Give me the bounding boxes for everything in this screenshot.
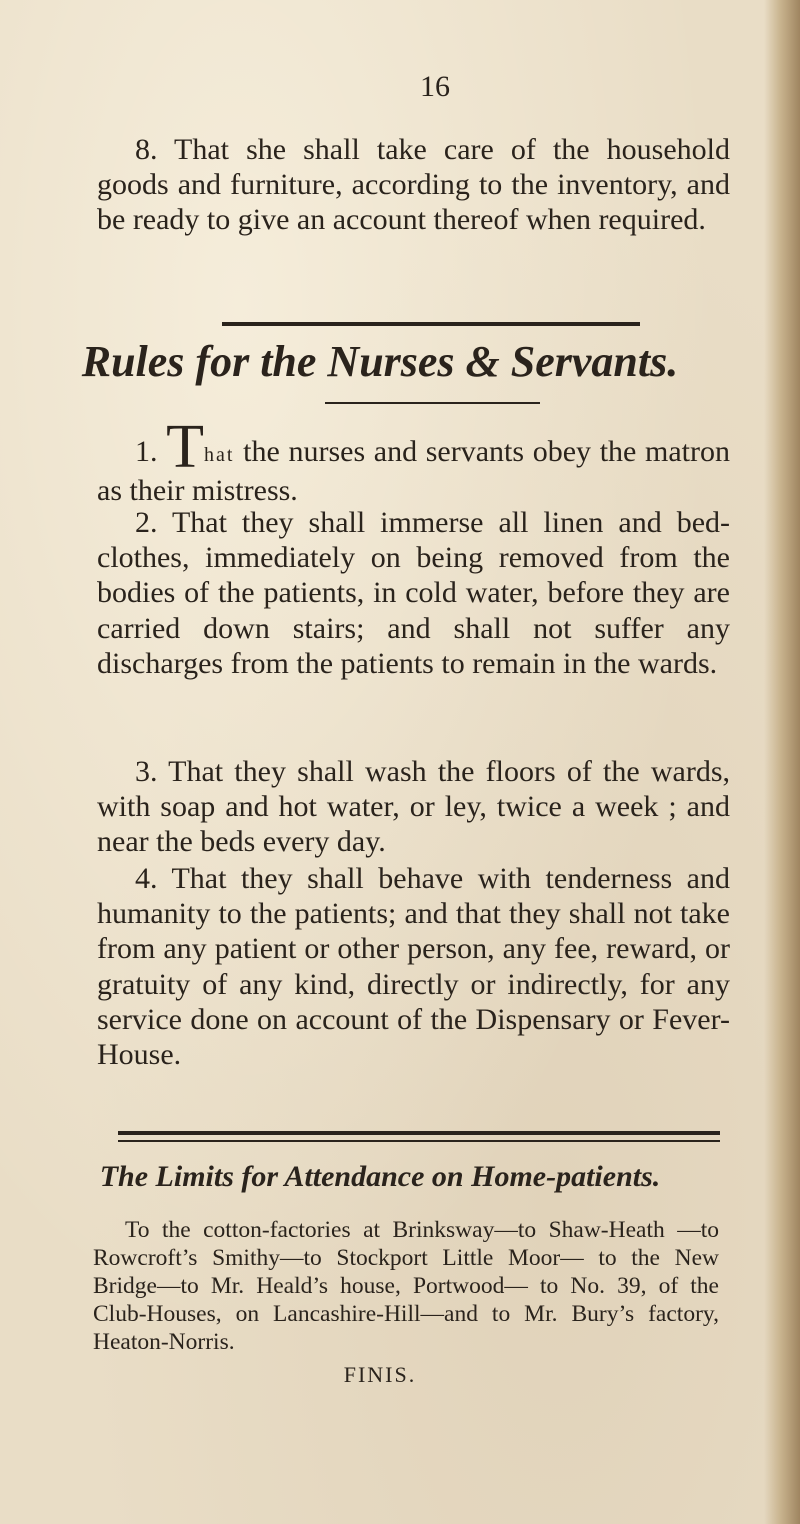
drop-capital: T	[166, 413, 205, 481]
short-rule	[325, 402, 540, 404]
rule-8-paragraph: 8. That she shall take care of the household goods and furniture, according to the inventory, and be ready to give an account thereof when required.	[97, 133, 730, 237]
page-number: 16	[420, 70, 450, 103]
nurses-rule-3: 3. That they shall wash the floors of the wards, with soap and hot water, or ley, twice a week ; and near the beds every day.	[97, 755, 730, 859]
small-caps-word: hat	[204, 444, 235, 466]
nurses-rule-1	[97, 413, 731, 508]
rule-1-number: 1.	[135, 435, 158, 468]
nurses-rule-4: 4. That they shall behave with tenderness and humanity to the patients; and that they shall not take from any patient or other person, any fee, reward, or gratuity of any kind, directly or indirectly, for any service done on account of the Dispensary or Fever-House.	[97, 862, 730, 1072]
nurses-rule-2: 2. That they shall immerse all linen and bed-clothes, immediately on being removed from the bodies of the patients, in cold water, before they are carried down stairs; and shall not suffer any discharges from the patients to remain in the wards.	[97, 506, 730, 680]
rule-1-text: the nurses and servants obey the matron as their mistress.	[97, 435, 731, 508]
finis-label: FINIS.	[343, 1362, 417, 1387]
limits-heading: The Limits for Attendance on Home-patients.	[99, 1160, 661, 1193]
divider-rule-double-bottom	[118, 1140, 720, 1142]
page-edge-shadow	[764, 0, 800, 1524]
divider-rule	[222, 322, 640, 326]
limits-text: To the cotton-factories at Brinksway—to Shaw-Heath —to Rowcroft’s Smithy—to Stockport Little Moor— to the New Bridge—to Mr. Heald’s house, Portwood— to No. 39, of the Club-Houses, on Lancashire-Hill—and to Mr. Bury’s factory, Heaton-Norris.	[93, 1217, 719, 1355]
nurses-servants-heading: Rules for the Nurses & Servants.	[81, 337, 679, 386]
divider-rule-double-top	[118, 1131, 720, 1135]
